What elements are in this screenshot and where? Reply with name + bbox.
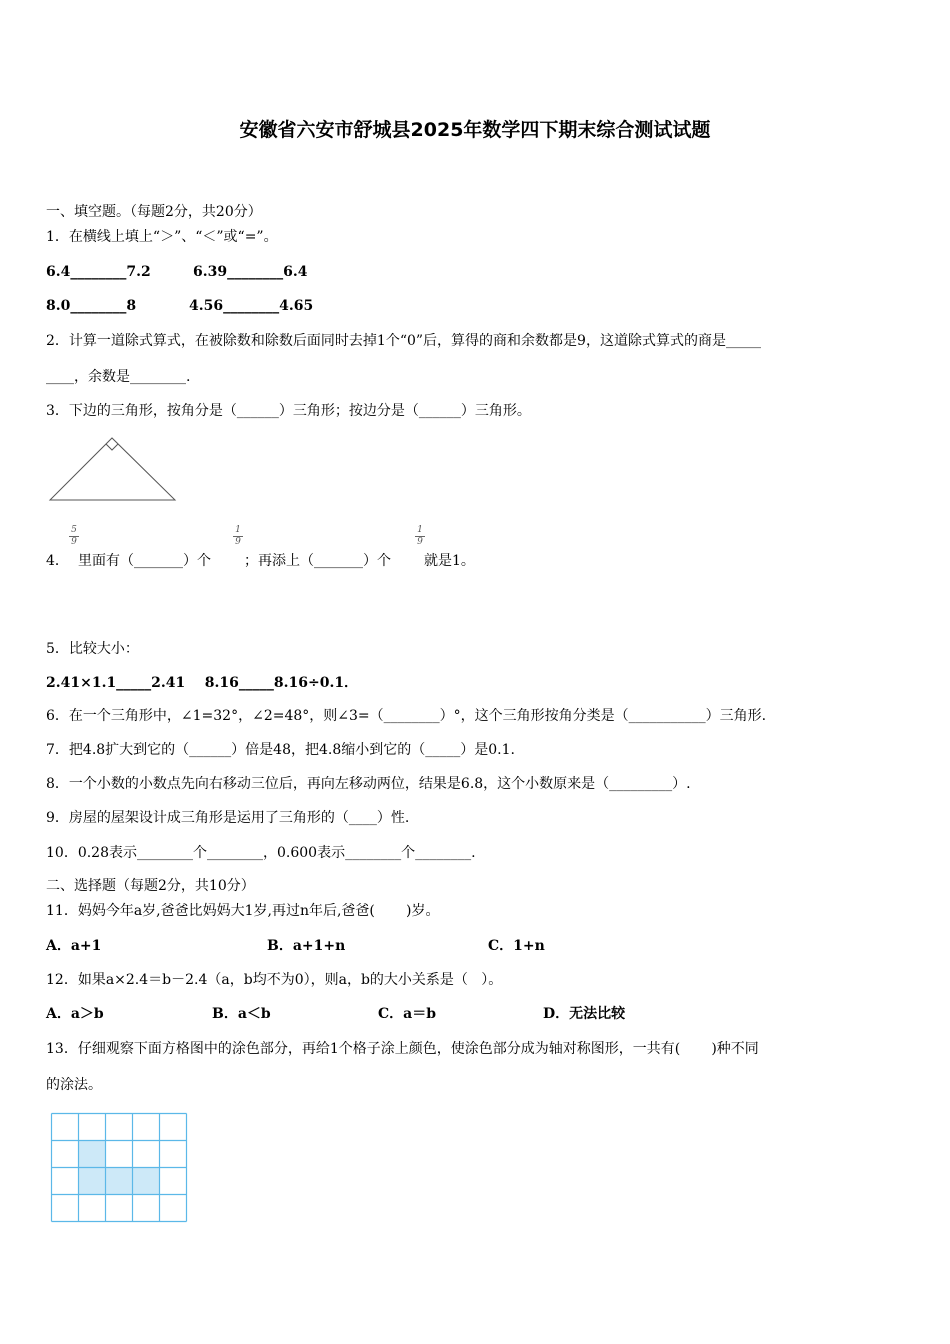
q4-part2: ；再添上（_______）个 bbox=[244, 553, 391, 569]
q11-option-a: A．a+1 bbox=[46, 938, 102, 954]
page-title: 安徽省六安市舒城县2025年数学四下期末综合测试试题 bbox=[239, 119, 711, 141]
q9: 9．房屋的屋架设计成三角形是运用了三角形的（____）性. bbox=[46, 810, 410, 826]
q4-frac1-numerator: 5 bbox=[71, 525, 77, 535]
q4-frac2-numerator: 1 bbox=[235, 525, 241, 535]
q11-option-b: B．a+1+n bbox=[267, 938, 346, 954]
q12-stem: 12．如果a×2.4＝b－2.4（a，b均不为0），则a，b的大小关系是（ ）。 bbox=[46, 972, 503, 988]
q13-line2: 的涂法。 bbox=[46, 1077, 102, 1093]
q6: 6．在一个三角形中，∠1=32°，∠2=48°，则∠3=（________）°，这个三角形按角分类是（___________）三角形. bbox=[46, 708, 767, 724]
section-1-heading: 一、填空题。（每题2分，共20分） bbox=[46, 204, 262, 220]
q1-item-a: 6.4________7.2 bbox=[46, 264, 151, 280]
q4-frac3-numerator: 1 bbox=[417, 525, 423, 535]
shaded-grid-figure bbox=[50, 1112, 190, 1224]
q12-option-b: B．a＜b bbox=[212, 1006, 271, 1022]
q12-option-a: A．a＞b bbox=[46, 1006, 104, 1022]
q4-part1: 里面有（_______）个 bbox=[78, 553, 211, 569]
right-triangle-figure bbox=[46, 434, 186, 504]
q11-option-c: C．1+n bbox=[488, 938, 545, 954]
q1-stem: 1．在横线上填上“＞”、“＜”或“=”。 bbox=[46, 229, 278, 245]
q11-stem: 11．妈妈今年a岁,爸爸比妈妈大1岁,再过n年后,爸爸( )岁。 bbox=[46, 903, 440, 919]
q4-frac1-denominator: 9 bbox=[71, 537, 77, 547]
q4-frac3-denominator: 9 bbox=[417, 537, 423, 547]
q12-option-d: D．无法比较 bbox=[543, 1006, 626, 1022]
grid-shaded-cell bbox=[133, 1168, 160, 1195]
q3-stem: 3．下边的三角形，按角分是（______）三角形；按边分是（______）三角形。 bbox=[46, 403, 531, 419]
q8: 8．一个小数的小数点先向右移动三位后，再向左移动两位，结果是6.8，这个小数原来是（_________）. bbox=[46, 776, 691, 792]
q10: 10．0.28表示________个________，0.600表示________个________. bbox=[46, 845, 476, 861]
q1-item-c: 8.0________8 bbox=[46, 298, 137, 314]
q12-option-c: C．a＝b bbox=[378, 1006, 437, 1022]
q13-line1: 13．仔细观察下面方格图中的涂色部分，再给1个格子涂上颜色，使涂色部分成为轴对称图形，一共有( )种不同 bbox=[46, 1041, 759, 1057]
grid-shaded-cell bbox=[79, 1141, 106, 1168]
q4-number: 4． bbox=[46, 553, 69, 569]
q2-line1: 2．计算一道除式算式，在被除数和除数后面同时去掉1个“0”后，算得的商和余数都是9，这道除式算式的商是_____ bbox=[46, 333, 761, 349]
q4-part3: 就是1。 bbox=[424, 553, 475, 569]
q5-line: 2.41×1.1_____2.41 8.16_____8.16÷0.1． bbox=[46, 675, 359, 691]
q4-frac2-denominator: 9 bbox=[235, 537, 241, 547]
q4-fraction-1-9-a bbox=[233, 526, 243, 547]
grid-shaded-cell bbox=[79, 1168, 106, 1195]
q2-line2: ____，余数是________. bbox=[46, 369, 191, 385]
q7: 7．把4.8扩大到它的（______）倍是48，把4.8缩小到它的（_____）是0.1. bbox=[46, 742, 515, 758]
q5-stem: 5．比较大小： bbox=[46, 641, 139, 657]
section-2-heading: 二、选择题（每题2分，共10分） bbox=[46, 878, 255, 894]
q4-fraction-1-9-b bbox=[415, 526, 425, 547]
q4-fraction-5-9 bbox=[69, 526, 79, 547]
q1-item-b: 6.39________6.4 bbox=[193, 264, 308, 280]
grid-shaded-cell bbox=[106, 1168, 133, 1195]
q1-item-d: 4.56________4.65 bbox=[189, 298, 314, 314]
